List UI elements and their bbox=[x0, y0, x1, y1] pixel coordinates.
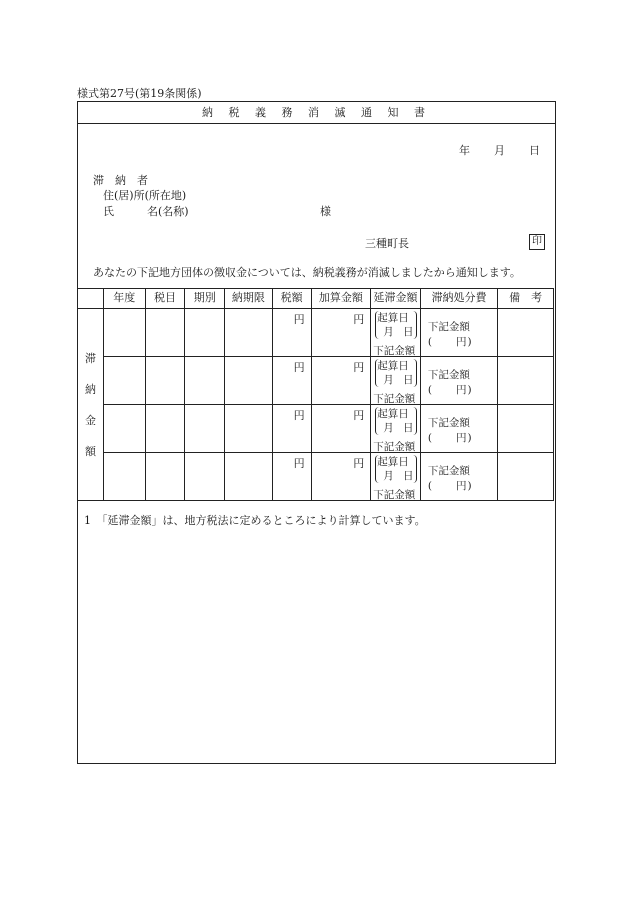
cell-tax-item bbox=[145, 309, 185, 357]
date-year: 年 bbox=[459, 144, 470, 157]
late-fee-start: 起算日 bbox=[377, 456, 409, 468]
form-caption: 様式第27号(第19条関係) bbox=[77, 87, 202, 100]
cell-fiscal-year bbox=[103, 357, 145, 405]
header-due-date: 納期限 bbox=[225, 289, 273, 309]
cell-tax-amount: 円 bbox=[272, 453, 311, 501]
header-fiscal-year: 年度 bbox=[103, 289, 145, 309]
cell-tax-amount: 円 bbox=[272, 357, 311, 405]
table-row bbox=[78, 357, 554, 405]
cell-tax-amount: 円 bbox=[272, 309, 311, 357]
date-month: 月 bbox=[494, 144, 505, 157]
cell-due-date bbox=[225, 453, 273, 501]
cell-additional-amount: 円 bbox=[311, 405, 371, 453]
late-fee-date: 月 日 bbox=[383, 326, 417, 338]
cell-tax-amount: 円 bbox=[272, 405, 311, 453]
cell-late-fee bbox=[371, 405, 421, 453]
cell-disposition-cost bbox=[420, 357, 497, 405]
honorific: 様 bbox=[320, 205, 331, 218]
cell-additional-amount: 円 bbox=[311, 309, 371, 357]
late-fee-amount: 下記金額 bbox=[373, 393, 416, 405]
cell-disposition-cost bbox=[420, 453, 497, 501]
cell-tax-item bbox=[145, 453, 185, 501]
cell-additional-amount: 円 bbox=[311, 357, 371, 405]
notice-form bbox=[77, 101, 556, 764]
late-fee-amount: 下記金額 bbox=[373, 441, 416, 453]
date-day: 日 bbox=[529, 144, 540, 157]
side-char: 額 bbox=[84, 444, 96, 458]
disposition-label: 下記金額 bbox=[427, 417, 470, 429]
cell-disposition-cost bbox=[420, 309, 497, 357]
cell-late-fee bbox=[371, 309, 421, 357]
late-fee-date: 月 日 bbox=[383, 374, 417, 386]
header-disposition-cost: 滞納処分費 bbox=[420, 289, 497, 309]
header-late-fee: 延滞金額 bbox=[371, 289, 421, 309]
late-fee-date: 月 日 bbox=[383, 422, 417, 434]
table-header-row bbox=[78, 289, 554, 309]
name-label: 氏 名(名称) bbox=[103, 205, 189, 218]
late-fee-amount: 下記金額 bbox=[373, 489, 416, 501]
seal-stamp: 印 bbox=[529, 234, 545, 250]
cell-tax-item bbox=[145, 405, 185, 453]
cell-fiscal-year bbox=[103, 453, 145, 501]
late-fee-date: 月 日 bbox=[383, 470, 417, 482]
cell-tax-item bbox=[145, 357, 185, 405]
disposition-label: 下記金額 bbox=[427, 465, 470, 477]
disposition-yen: ( 円) bbox=[427, 336, 473, 348]
delinquent-label: 滞 納 者 bbox=[93, 174, 148, 187]
cell-remarks bbox=[498, 405, 554, 453]
cell-remarks bbox=[498, 357, 554, 405]
cell-fiscal-year bbox=[103, 309, 145, 357]
disposition-label: 下記金額 bbox=[427, 369, 470, 381]
cell-due-date bbox=[225, 405, 273, 453]
arrears-table bbox=[77, 288, 554, 501]
form-title: 納 税 義 務 消 滅 通 知 書 bbox=[78, 102, 555, 124]
cell-due-date bbox=[225, 309, 273, 357]
issuer-name: 三種町長 bbox=[365, 237, 409, 250]
header-remarks: 備 考 bbox=[498, 289, 554, 309]
corner-cell bbox=[78, 289, 104, 309]
disposition-yen: ( 円) bbox=[427, 432, 473, 444]
header-tax-amount: 税額 bbox=[272, 289, 311, 309]
notice-message: あなたの下記地方団体の徴収金については、納税義務が消滅しましたから通知します。 bbox=[93, 266, 521, 279]
disposition-label: 下記金額 bbox=[427, 321, 470, 333]
cell-period bbox=[185, 357, 225, 405]
cell-period bbox=[185, 405, 225, 453]
cell-due-date bbox=[225, 357, 273, 405]
table-row bbox=[78, 405, 554, 453]
cell-period bbox=[185, 453, 225, 501]
address-label: 住(居)所(所在地) bbox=[103, 189, 187, 202]
cell-period bbox=[185, 309, 225, 357]
disposition-yen: ( 円) bbox=[427, 480, 473, 492]
table-row bbox=[78, 309, 554, 357]
side-label bbox=[78, 309, 104, 501]
late-fee-start: 起算日 bbox=[377, 312, 409, 324]
side-char: 滞 bbox=[84, 351, 96, 365]
header-period: 期別 bbox=[185, 289, 225, 309]
header-tax-item: 税目 bbox=[145, 289, 185, 309]
cell-fiscal-year bbox=[103, 405, 145, 453]
cell-remarks bbox=[498, 309, 554, 357]
late-fee-amount: 下記金額 bbox=[373, 345, 416, 357]
cell-late-fee bbox=[371, 357, 421, 405]
late-fee-start: 起算日 bbox=[377, 408, 409, 420]
late-fee-start: 起算日 bbox=[377, 360, 409, 372]
cell-remarks bbox=[498, 453, 554, 501]
cell-additional-amount: 円 bbox=[311, 453, 371, 501]
cell-disposition-cost bbox=[420, 405, 497, 453]
header-additional-amount: 加算金額 bbox=[311, 289, 371, 309]
table-row bbox=[78, 453, 554, 501]
disposition-yen: ( 円) bbox=[427, 384, 473, 396]
side-char: 金 bbox=[84, 413, 96, 427]
cell-late-fee bbox=[371, 453, 421, 501]
footnote: 1 「延滞金額」は、地方税法に定めるところにより計算しています。 bbox=[84, 514, 426, 527]
side-char: 納 bbox=[84, 382, 96, 396]
